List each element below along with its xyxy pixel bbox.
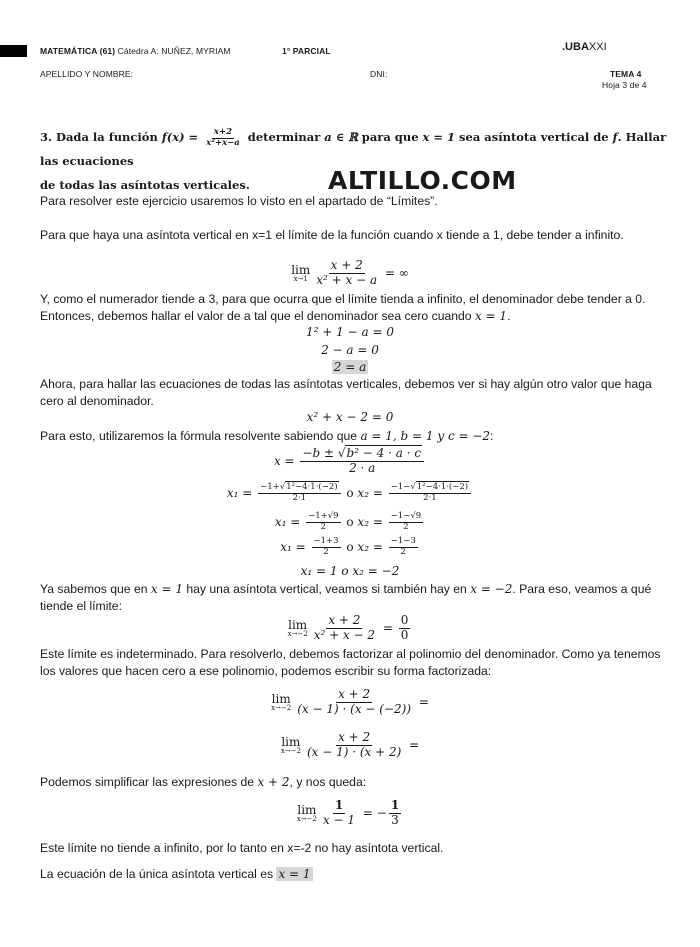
limit-2-eq: = (379, 620, 397, 635)
limit-2 (0, 614, 700, 643)
limit-5 (0, 799, 700, 828)
sub2-num-2: −1−√9 (390, 511, 422, 521)
limit-3-op (271, 693, 291, 712)
limit-5-result (389, 799, 401, 828)
substitution-2 (0, 512, 700, 533)
question-fraction-num: x+2 (213, 126, 233, 137)
sub3-den-2: 2 (400, 546, 406, 557)
paragraph-5-end: : (490, 429, 494, 443)
question-f: f (612, 130, 618, 144)
paragraph-4 (40, 376, 700, 410)
limit-5-lim: lim (297, 802, 317, 817)
limit-1-rhs: = ∞ (381, 265, 409, 280)
sub2-num-1: −1+√9 (308, 511, 339, 521)
limit-3-fraction (295, 688, 413, 717)
limit-2-rden: 0 (400, 627, 409, 642)
paragraph-5-text: Para esto, utilizaremos la fórmula resolvente sabiendo que (40, 429, 361, 443)
limit-2-lim: lim (288, 617, 308, 632)
paragraph-6-text-1: Ya sabemos que en (40, 582, 151, 596)
watermark: ALTILLO.COM (328, 166, 517, 195)
paragraph-4-line-1: Ahora, para hallar las ecuaciones de todas las asíntotas verticales, debemos ver si hay algún otro valor que haga (40, 377, 652, 391)
limit-2-num: x + 2 (328, 613, 361, 627)
paragraph-7 (40, 646, 700, 680)
paragraph-8-end: , y nos queda: (289, 775, 367, 789)
name-label: APELLIDO Y NOMBRE: (40, 69, 134, 79)
paragraph-3 (40, 291, 700, 325)
limit-3 (0, 688, 700, 717)
formula-fraction (300, 447, 424, 476)
limit-4-den: (x − 1) · (x + 2) (306, 744, 402, 759)
course-name: MATEMÁTICA (61) (40, 46, 116, 56)
paragraph-6 (40, 581, 700, 615)
sub3-frac-2 (389, 537, 418, 558)
paragraph-3-end: . (507, 309, 511, 323)
limit-2-result (399, 614, 411, 643)
paragraph-10-text: La ecuación de la única asíntota vertical es (40, 867, 277, 881)
page-tab-mark (0, 45, 27, 57)
equation-1: 1² + 1 − a = 0 (306, 325, 394, 339)
sub1-num-1-rad: 1²−4·1·(−2) (286, 482, 338, 492)
limit-3-den: (x − 1) · (x − (−2)) (297, 701, 412, 716)
limit-4-rhs: = (405, 737, 420, 752)
sub1-num-1: −1+√1²−4·1·(−2) (258, 483, 340, 494)
sub1-num-2: −1−√1²−4·1·(−2) (389, 483, 471, 494)
sub3-den-1: 2 (323, 546, 329, 557)
formula-lhs: x = (273, 453, 299, 468)
paragraph-3-line-2: Entonces, debemos hallar el valor de a tal que el denominador sea cero cuando (40, 309, 475, 323)
question-fraction (204, 128, 242, 149)
limit-3-lim: lim (271, 691, 291, 706)
limit-1-lim: lim (291, 262, 311, 277)
limit-5-op (297, 804, 317, 823)
paragraph-7-line-1: Este límite es indeterminado. Para resolverlo, debemos factorizar al polinomio del denominador. Como ya tenemos (40, 647, 661, 661)
sub1-den-2: 2·1 (423, 492, 437, 503)
limit-2-rnum: 0 (400, 613, 409, 627)
paragraph-6-math-1: x = 1 (150, 582, 183, 596)
sub3-frac-1 (312, 537, 341, 558)
quadratic-formula (0, 447, 700, 476)
paragraph-3-line-1: Y, como el numerador tiende a 3, para que ocurra que el límite tienda a infinito, el denominador debe tender a 0. (40, 292, 646, 306)
paragraph-6-line-2: tiende el límite: (40, 599, 122, 613)
question-fraction-den: x²+x−a (206, 137, 240, 148)
sub2-den-2: 2 (403, 521, 409, 532)
limit-1-op (291, 264, 310, 283)
final-answer-highlight: x = 1 (278, 867, 311, 881)
limit-3-num: x + 2 (338, 687, 371, 701)
question-cond: a ∈ ℝ (324, 130, 358, 144)
sub1-num-2-pre: −1− (390, 482, 411, 492)
paragraph-8-text: Podemos simplificar las expresiones de (40, 775, 258, 789)
limit-1-fraction (314, 259, 379, 288)
paragraph-9: Este límite no tiende a infinito, por lo tanto en x=-2 no hay asíntota vertical. (40, 841, 444, 855)
page-count: Hoja 3 de 4 (602, 80, 647, 90)
paragraph-8-math: x + 2 (257, 775, 290, 789)
limit-5-rnum: 1 (390, 798, 400, 812)
paragraph-5 (40, 428, 680, 445)
limit-4-sub: x→−2 (280, 746, 301, 755)
equation-4: x² + x − 2 = 0 (306, 410, 394, 424)
question-eq: x = 1 (422, 130, 456, 144)
limit-1-num: x + 2 (330, 258, 363, 272)
formula-num-pre: −b ± (302, 446, 338, 460)
limit-4-lim: lim (281, 734, 301, 749)
equation-3 (0, 360, 700, 374)
sub1-or: o (342, 485, 358, 500)
limit-5-rden: 3 (391, 812, 399, 827)
substitution-3 (0, 537, 700, 558)
question-text-2: determinar (243, 130, 325, 144)
equation-3-highlight: 2 = a (333, 360, 367, 374)
limit-2-op (288, 619, 308, 638)
sub2-x1: x₁ = (274, 514, 305, 529)
sub3-num-1: −1+3 (313, 536, 339, 546)
sub2-den-1: 2 (320, 521, 327, 532)
limit-1 (0, 259, 700, 288)
sub3-num-2: −1−3 (390, 536, 416, 546)
sub1-x2: x₂ = (357, 485, 387, 500)
paragraph-6-math-2: x = −2 (470, 582, 513, 596)
question-text-3: para que (357, 130, 423, 144)
formula-num: −b ± √b² − 4 · a · c (300, 447, 424, 462)
limit-1-den: x² + x − a (316, 272, 378, 287)
limit-3-sub: x→−2 (271, 703, 292, 712)
substitution-1 (0, 483, 700, 504)
sub1-num-1-pre: −1+ (260, 482, 280, 492)
limit-4 (0, 731, 700, 760)
sub3-or: o (342, 539, 358, 554)
limit-4-num: x + 2 (338, 730, 371, 744)
limit-5-num: 1 (334, 798, 344, 812)
paragraph-8 (40, 774, 680, 791)
question-fx: f(x) = (161, 130, 203, 144)
limit-5-sub: x→−2 (296, 814, 317, 823)
sub2-frac-2 (389, 512, 423, 533)
question-text-1: 3. Dada la función (40, 130, 162, 144)
paragraph-6-text-2: hay una asíntota vertical, veamos si también hay en (182, 582, 471, 596)
roots-result: x₁ = 1 o x₂ = −2 (300, 564, 400, 578)
question-text-4: sea asíntota vertical de (455, 130, 613, 144)
sub1-x1: x₁ = (226, 485, 257, 500)
tema-label: TEMA 4 (610, 69, 642, 79)
paragraph-2: Para que haya una asíntota vertical en x=1 el límite de la función cuando x tiende a 1, debe tender a infinito. (40, 228, 624, 242)
formula-num-rad: b² − 4 · a · c (346, 446, 422, 460)
sub1-num-2-rad: 1²−4·1·(−2) (416, 482, 469, 492)
exam-label: 1° PARCIAL (282, 46, 331, 56)
sub3-x1: x₁ = (280, 539, 310, 554)
paragraph-1: Para resolver este ejercicio usaremos lo visto en el apartado de “Límites”. (40, 194, 438, 208)
dni-label: DNI: (370, 69, 388, 79)
paragraph-4-line-2: cero al denominador. (40, 394, 154, 408)
sub1-frac-1 (258, 483, 340, 504)
limit-2-den: x² + x − 2 (313, 627, 376, 642)
sub2-or: o (342, 514, 358, 529)
question-text-6: de todas las asíntotas verticales. (40, 178, 250, 192)
sub3-x2: x₂ = (357, 539, 387, 554)
limit-2-sub: x→−2 (287, 629, 308, 638)
paragraph-6-text-3: . Para eso, veamos a qué (512, 582, 652, 596)
limit-2-fraction (312, 614, 377, 643)
limit-5-eq: = − (359, 805, 387, 820)
paragraph-7-line-2: los valores que hacen cero a ese polinomio, podemos escribir su forma factorizada: (40, 664, 492, 678)
course-header (40, 46, 231, 56)
limit-1-sub: x→1 (293, 274, 308, 283)
paragraph-3-math: x = 1 (474, 309, 508, 323)
sub2-x2: x₂ = (357, 514, 387, 529)
uba-logo (562, 41, 607, 53)
limit-3-rhs: = (415, 694, 429, 709)
formula-den: 2 · a (349, 460, 376, 475)
sub1-den-1: 2·1 (292, 492, 307, 503)
uba-logo-bold: .UBA (562, 41, 589, 53)
sub1-frac-2 (389, 483, 471, 504)
paragraph-5-math: a = 1, b = 1 y c = −2 (360, 429, 491, 443)
limit-4-op (281, 736, 301, 755)
uba-logo-xxi: XXI (588, 41, 607, 53)
limit-4-fraction (305, 731, 403, 760)
limit-5-fraction (321, 799, 357, 828)
course-chair: Cátedra A: NUÑEZ, MYRIAM (115, 46, 231, 56)
sub2-frac-1 (306, 512, 340, 533)
limit-5-den: x − 1 (322, 812, 356, 827)
paragraph-10 (40, 866, 680, 883)
equation-2: 2 − a = 0 (321, 343, 379, 357)
question-text-5: . Hallar las ecuaciones (40, 130, 667, 168)
